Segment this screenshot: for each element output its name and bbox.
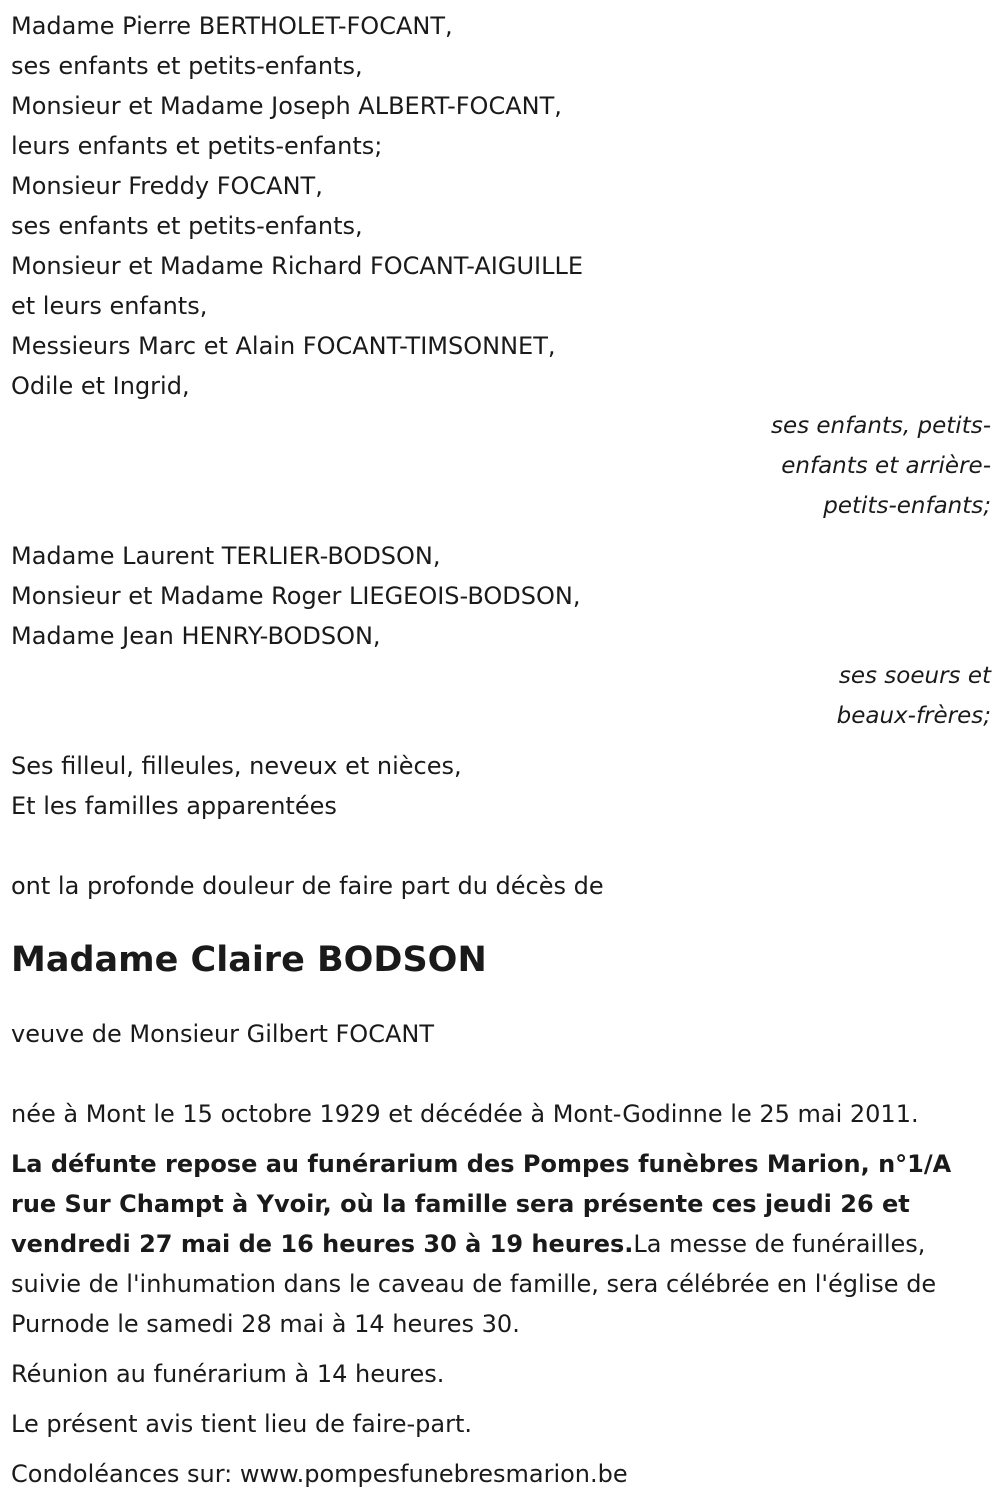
family-line: Messieurs Marc et Alain FOCANT-TIMSONNET, xyxy=(11,332,556,360)
condolences-link[interactable]: Condoléances sur: www.pompesfunebresmarion.be xyxy=(11,1460,628,1488)
family-line: ses enfants et petits-enfants, xyxy=(11,52,363,80)
obituary-notice xyxy=(11,6,991,1494)
relation-line: beaux-frères; xyxy=(836,703,991,729)
family-line: Monsieur et Madame Richard FOCANT-AIGUILLE xyxy=(11,252,584,280)
relation-line: ses enfants, petits- xyxy=(770,413,991,439)
family-line: et leurs enfants, xyxy=(11,292,208,320)
relation-line: petits-enfants; xyxy=(823,493,991,519)
family-line: Monsieur et Madame Roger LIEGEOIS-BODSON, xyxy=(11,582,581,610)
family-group-1 xyxy=(11,6,991,406)
family-line: Et les familles apparentées xyxy=(11,792,337,820)
family-group-2 xyxy=(11,536,991,656)
family-line: Ses filleul, filleules, neveux et nièces, xyxy=(11,752,462,780)
funeral-bold: La défunte repose au funérarium des Pompes funèbres Marion, n°1/A rue Sur Champt à Yvoir, où la famille sera présente ces jeudi 26 et vendredi 27 mai de 16 heures 30 à 19 heures. xyxy=(11,1150,952,1258)
family-line: Monsieur et Madame Joseph ALBERT-FOCANT, xyxy=(11,92,562,120)
funeral-details xyxy=(11,1144,991,1344)
family-group-3 xyxy=(11,746,991,826)
family-line: Monsieur Freddy FOCANT, xyxy=(11,172,323,200)
family-line: Madame Laurent TERLIER-BODSON, xyxy=(11,542,441,570)
funeral-rest: La messe de funérailles, suivie de l'inhumation dans le caveau de famille, sera célébrée en l'église de Purnode le samedi 28 mai à 14 heures 30. xyxy=(11,1230,937,1338)
relation-children xyxy=(11,406,991,526)
meeting-info: Réunion au funérarium à 14 heures. xyxy=(11,1360,445,1388)
family-line: leurs enfants et petits-enfants; xyxy=(11,132,383,160)
birth-death: née à Mont le 15 octobre 1929 et décédée à Mont-Godinne le 25 mai 2011. xyxy=(11,1100,919,1128)
relation-line: enfants et arrière- xyxy=(781,453,991,479)
deceased-name: Madame Claire BODSON xyxy=(11,940,487,980)
family-line: ses enfants et petits-enfants, xyxy=(11,212,363,240)
family-line: Odile et Ingrid, xyxy=(11,372,190,400)
family-line: Madame Jean HENRY-BODSON, xyxy=(11,622,381,650)
announcement: ont la profonde douleur de faire part du décès de xyxy=(11,872,604,900)
notice-text: Le présent avis tient lieu de faire-part. xyxy=(11,1410,473,1438)
widow-of: veuve de Monsieur Gilbert FOCANT xyxy=(11,1020,434,1048)
relation-line: ses soeurs et xyxy=(838,663,991,689)
family-line: Madame Pierre BERTHOLET-FOCANT, xyxy=(11,12,453,40)
relation-siblings xyxy=(11,656,991,736)
